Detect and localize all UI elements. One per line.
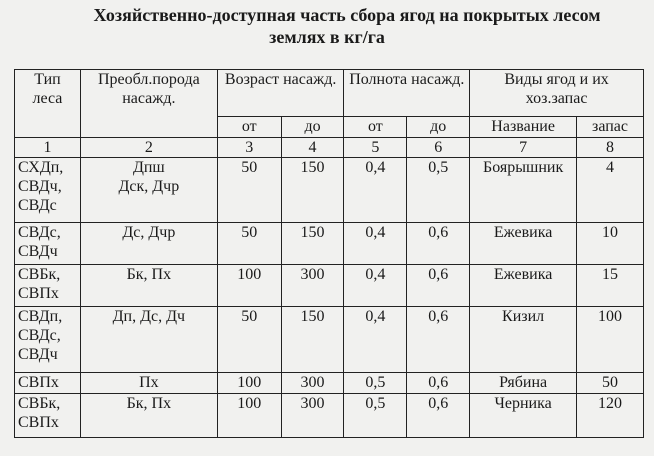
col-number: 5 (344, 138, 407, 158)
header-berry-name: Название (470, 117, 577, 138)
col-number: 3 (217, 138, 281, 158)
species: Бк, Пх (126, 266, 172, 283)
table-row (15, 307, 644, 373)
col-number: 8 (577, 138, 644, 158)
forest-type: СВДп, (18, 308, 63, 325)
header-density-to: до (407, 117, 470, 138)
berry-name: Кизил (470, 307, 577, 373)
species-cell (80, 223, 217, 265)
forest-type: СВДс (18, 197, 57, 214)
age-to: 300 (281, 373, 344, 394)
forest-type: СВПх (18, 374, 59, 391)
forest-type: СВДс, (18, 327, 61, 344)
header-species: Преобл.порода насажд. (80, 70, 217, 138)
species: Дс, Дчр (122, 224, 176, 241)
table-row (15, 223, 644, 265)
species: Дск, Дчр (118, 178, 180, 195)
berry-name: Ежевика (470, 223, 577, 265)
berry-name: Рябина (470, 373, 577, 394)
density-from: 0,4 (344, 223, 407, 265)
age-from: 100 (217, 373, 281, 394)
density-from: 0,4 (344, 158, 407, 223)
density-from: 0,5 (344, 394, 407, 438)
forest-type-cell (15, 223, 81, 265)
forest-type-cell (15, 394, 81, 438)
age-from: 100 (217, 394, 281, 438)
forest-type-cell (15, 265, 81, 307)
age-to: 300 (281, 394, 344, 438)
species-cell (80, 394, 217, 438)
col-number: 6 (407, 138, 470, 158)
forest-type: СВБк, (18, 395, 61, 412)
age-from: 100 (217, 265, 281, 307)
header-berries: Виды ягод и их хоз.запас (470, 70, 644, 117)
density-from: 0,4 (344, 265, 407, 307)
title-line-2: землях в кг/га (269, 27, 385, 47)
age-to: 150 (281, 223, 344, 265)
density-to: 0,6 (407, 373, 470, 394)
age-from: 50 (217, 158, 281, 223)
forest-type: СХДп, (18, 159, 64, 176)
forest-type: СВДч (18, 243, 58, 260)
berry-stock: 50 (577, 373, 644, 394)
forest-type: СВДч (18, 346, 58, 363)
document-title (0, 4, 654, 48)
header-forest-type: Тип леса (15, 70, 81, 138)
species: Дпш (132, 159, 165, 176)
species-cell (80, 265, 217, 307)
density-to: 0,6 (407, 394, 470, 438)
berry-stock: 10 (577, 223, 644, 265)
header-age-from: от (217, 117, 281, 138)
header-density-from: от (344, 117, 407, 138)
header-age-to: до (281, 117, 344, 138)
berry-name: Ежевика (470, 265, 577, 307)
berry-stock: 15 (577, 265, 644, 307)
table-row (15, 394, 644, 438)
density-from: 0,5 (344, 373, 407, 394)
forest-type-cell (15, 373, 81, 394)
age-from: 50 (217, 307, 281, 373)
header-density: Полнота насажд. (344, 70, 470, 117)
col-number: 7 (470, 138, 577, 158)
forest-type-cell (15, 158, 81, 223)
age-to: 150 (281, 158, 344, 223)
col-number: 1 (15, 138, 81, 158)
berry-name: Боярышник (470, 158, 577, 223)
density-to: 0,6 (407, 265, 470, 307)
species: Дп, Дс, Дч (112, 308, 186, 325)
age-from: 50 (217, 223, 281, 265)
forest-type: СВДч, (18, 178, 62, 195)
berry-stock: 100 (577, 307, 644, 373)
density-to: 0,6 (407, 307, 470, 373)
density-to: 0,6 (407, 223, 470, 265)
age-to: 300 (281, 265, 344, 307)
species: Бк, Пх (126, 395, 172, 412)
species: Пх (139, 374, 159, 391)
table-row (15, 158, 644, 223)
species-cell (80, 373, 217, 394)
col-number: 2 (80, 138, 217, 158)
header-age: Возраст насажд. (217, 70, 344, 117)
berry-stock: 120 (577, 394, 644, 438)
density-from: 0,4 (344, 307, 407, 373)
header-berry-stock: запас (577, 117, 644, 138)
column-number-row (15, 138, 644, 158)
forest-type: СВПх (18, 285, 59, 302)
forest-type-cell (15, 307, 81, 373)
berry-name: Черника (470, 394, 577, 438)
forest-type: СВБк, (18, 266, 61, 283)
table-row (15, 265, 644, 307)
species-cell (80, 307, 217, 373)
berry-stock-table (14, 69, 644, 438)
col-number: 4 (281, 138, 344, 158)
species-cell (80, 158, 217, 223)
density-to: 0,5 (407, 158, 470, 223)
header-row-1 (15, 70, 644, 117)
forest-type: СВПх (18, 414, 59, 431)
table-row (15, 373, 644, 394)
berry-stock: 4 (577, 158, 644, 223)
age-to: 150 (281, 307, 344, 373)
forest-type: СВДс, (18, 224, 61, 241)
title-line-1: Хозяйственно-доступная часть сбора ягод на покрытых лесом (93, 5, 601, 25)
